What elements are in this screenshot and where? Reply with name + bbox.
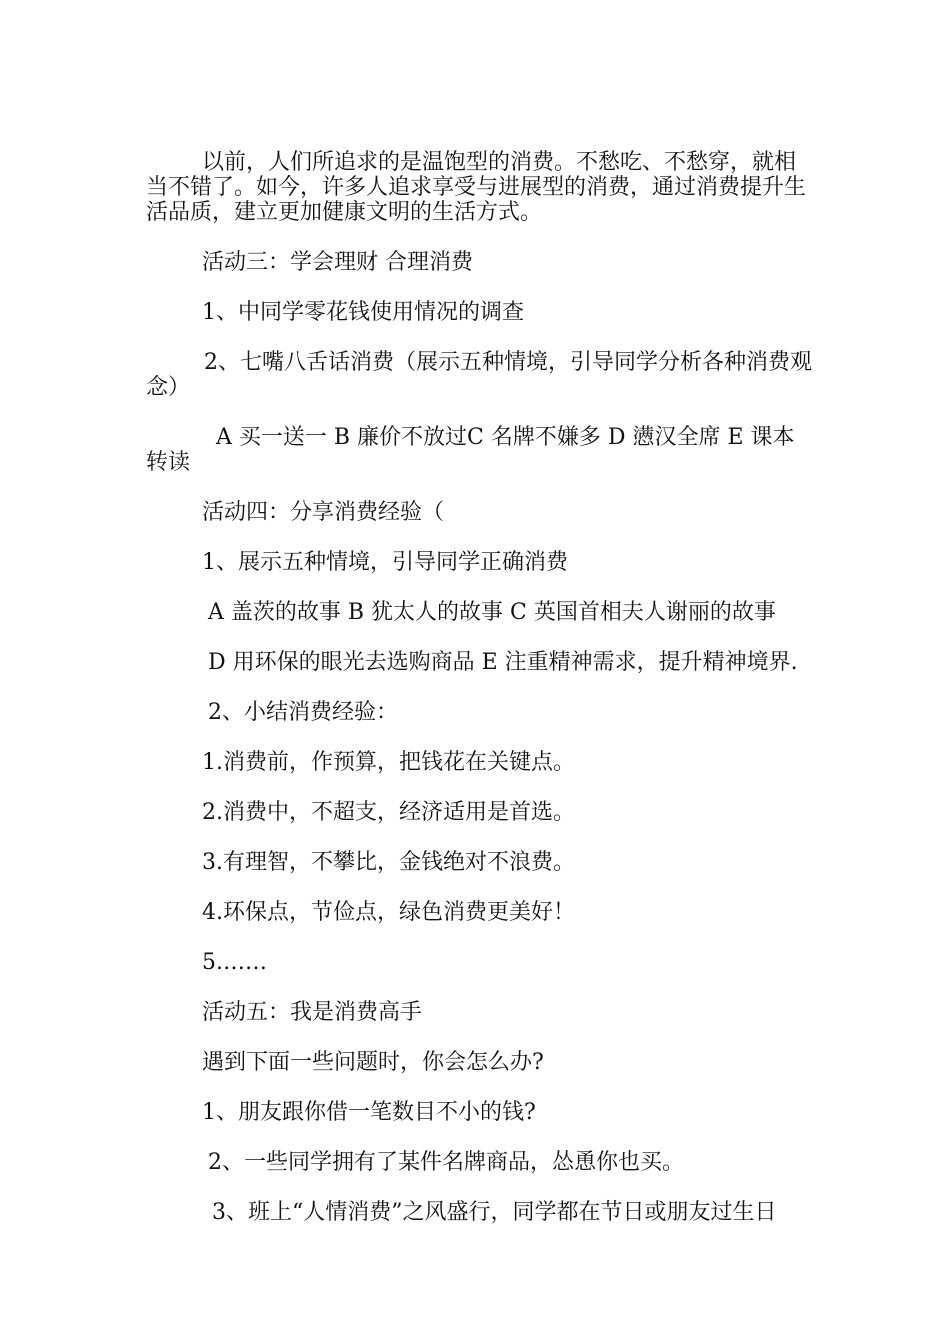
experience-item-2: 2.消费中，不超支，经济适用是首选。 xyxy=(202,800,575,825)
document-body xyxy=(146,150,814,1250)
activity-four-item-1: 1、展示五种情境，引导同学正确消费 xyxy=(202,550,568,575)
story-options: A 盖茨的故事 B 犹太人的故事 C 英国首相夫人谢丽的故事 xyxy=(208,600,776,625)
activity-five-heading: 活动五：我是消费高手 xyxy=(202,1000,423,1025)
intro-paragraph: 以前，人们所追求的是温饱型的消费。不愁吃、不愁穿，就相当不错了。如今，许多人追求享受与进展型的消费，通过消费提升生活品质，建立更加健康文明的生活方式。 xyxy=(146,150,807,225)
experience-item-3: 3.有理智，不攀比，金钱绝对不浪费。 xyxy=(202,850,575,875)
question-3: 3、班上“人情消费”之风盛行，同学都在节日或朋友过生日 xyxy=(212,1200,777,1225)
story-options-continued: D 用环保的眼光去选购商品 E 注重精神需求，提升精神境界. xyxy=(208,650,798,675)
activity-five-prompt: 遇到下面一些问题时，你会怎么办? xyxy=(202,1050,544,1075)
activity-three-item-2: 2、七嘴八舌话消费（展示五种情境，引导同学分析各种消费观念） xyxy=(146,350,812,400)
experience-item-4: 4.环保点，节俭点，绿色消费更美好！ xyxy=(202,900,575,925)
experience-item-1: 1.消费前，作预算，把钱花在关键点。 xyxy=(202,750,575,775)
experience-item-5: 5.…… xyxy=(202,950,267,975)
question-1: 1、朋友跟你借一笔数目不小的钱? xyxy=(202,1100,536,1125)
activity-four-heading: 活动四：分享消费经验（ xyxy=(202,500,445,525)
question-2: 2、一些同学拥有了某件名牌商品，怂恿你也买。 xyxy=(208,1150,684,1175)
activity-three-heading: 活动三：学会理财 合理消费 xyxy=(202,250,473,275)
activity-three-item-1: 1、中同学零花钱使用情况的调查 xyxy=(202,300,524,325)
activity-four-item-2: 2、小结消费经验： xyxy=(208,700,398,725)
consumption-options: A 买一送一 B 廉价不放过C 名牌不嫌多 D 懑汉全席 E 课本转读 xyxy=(146,425,795,475)
